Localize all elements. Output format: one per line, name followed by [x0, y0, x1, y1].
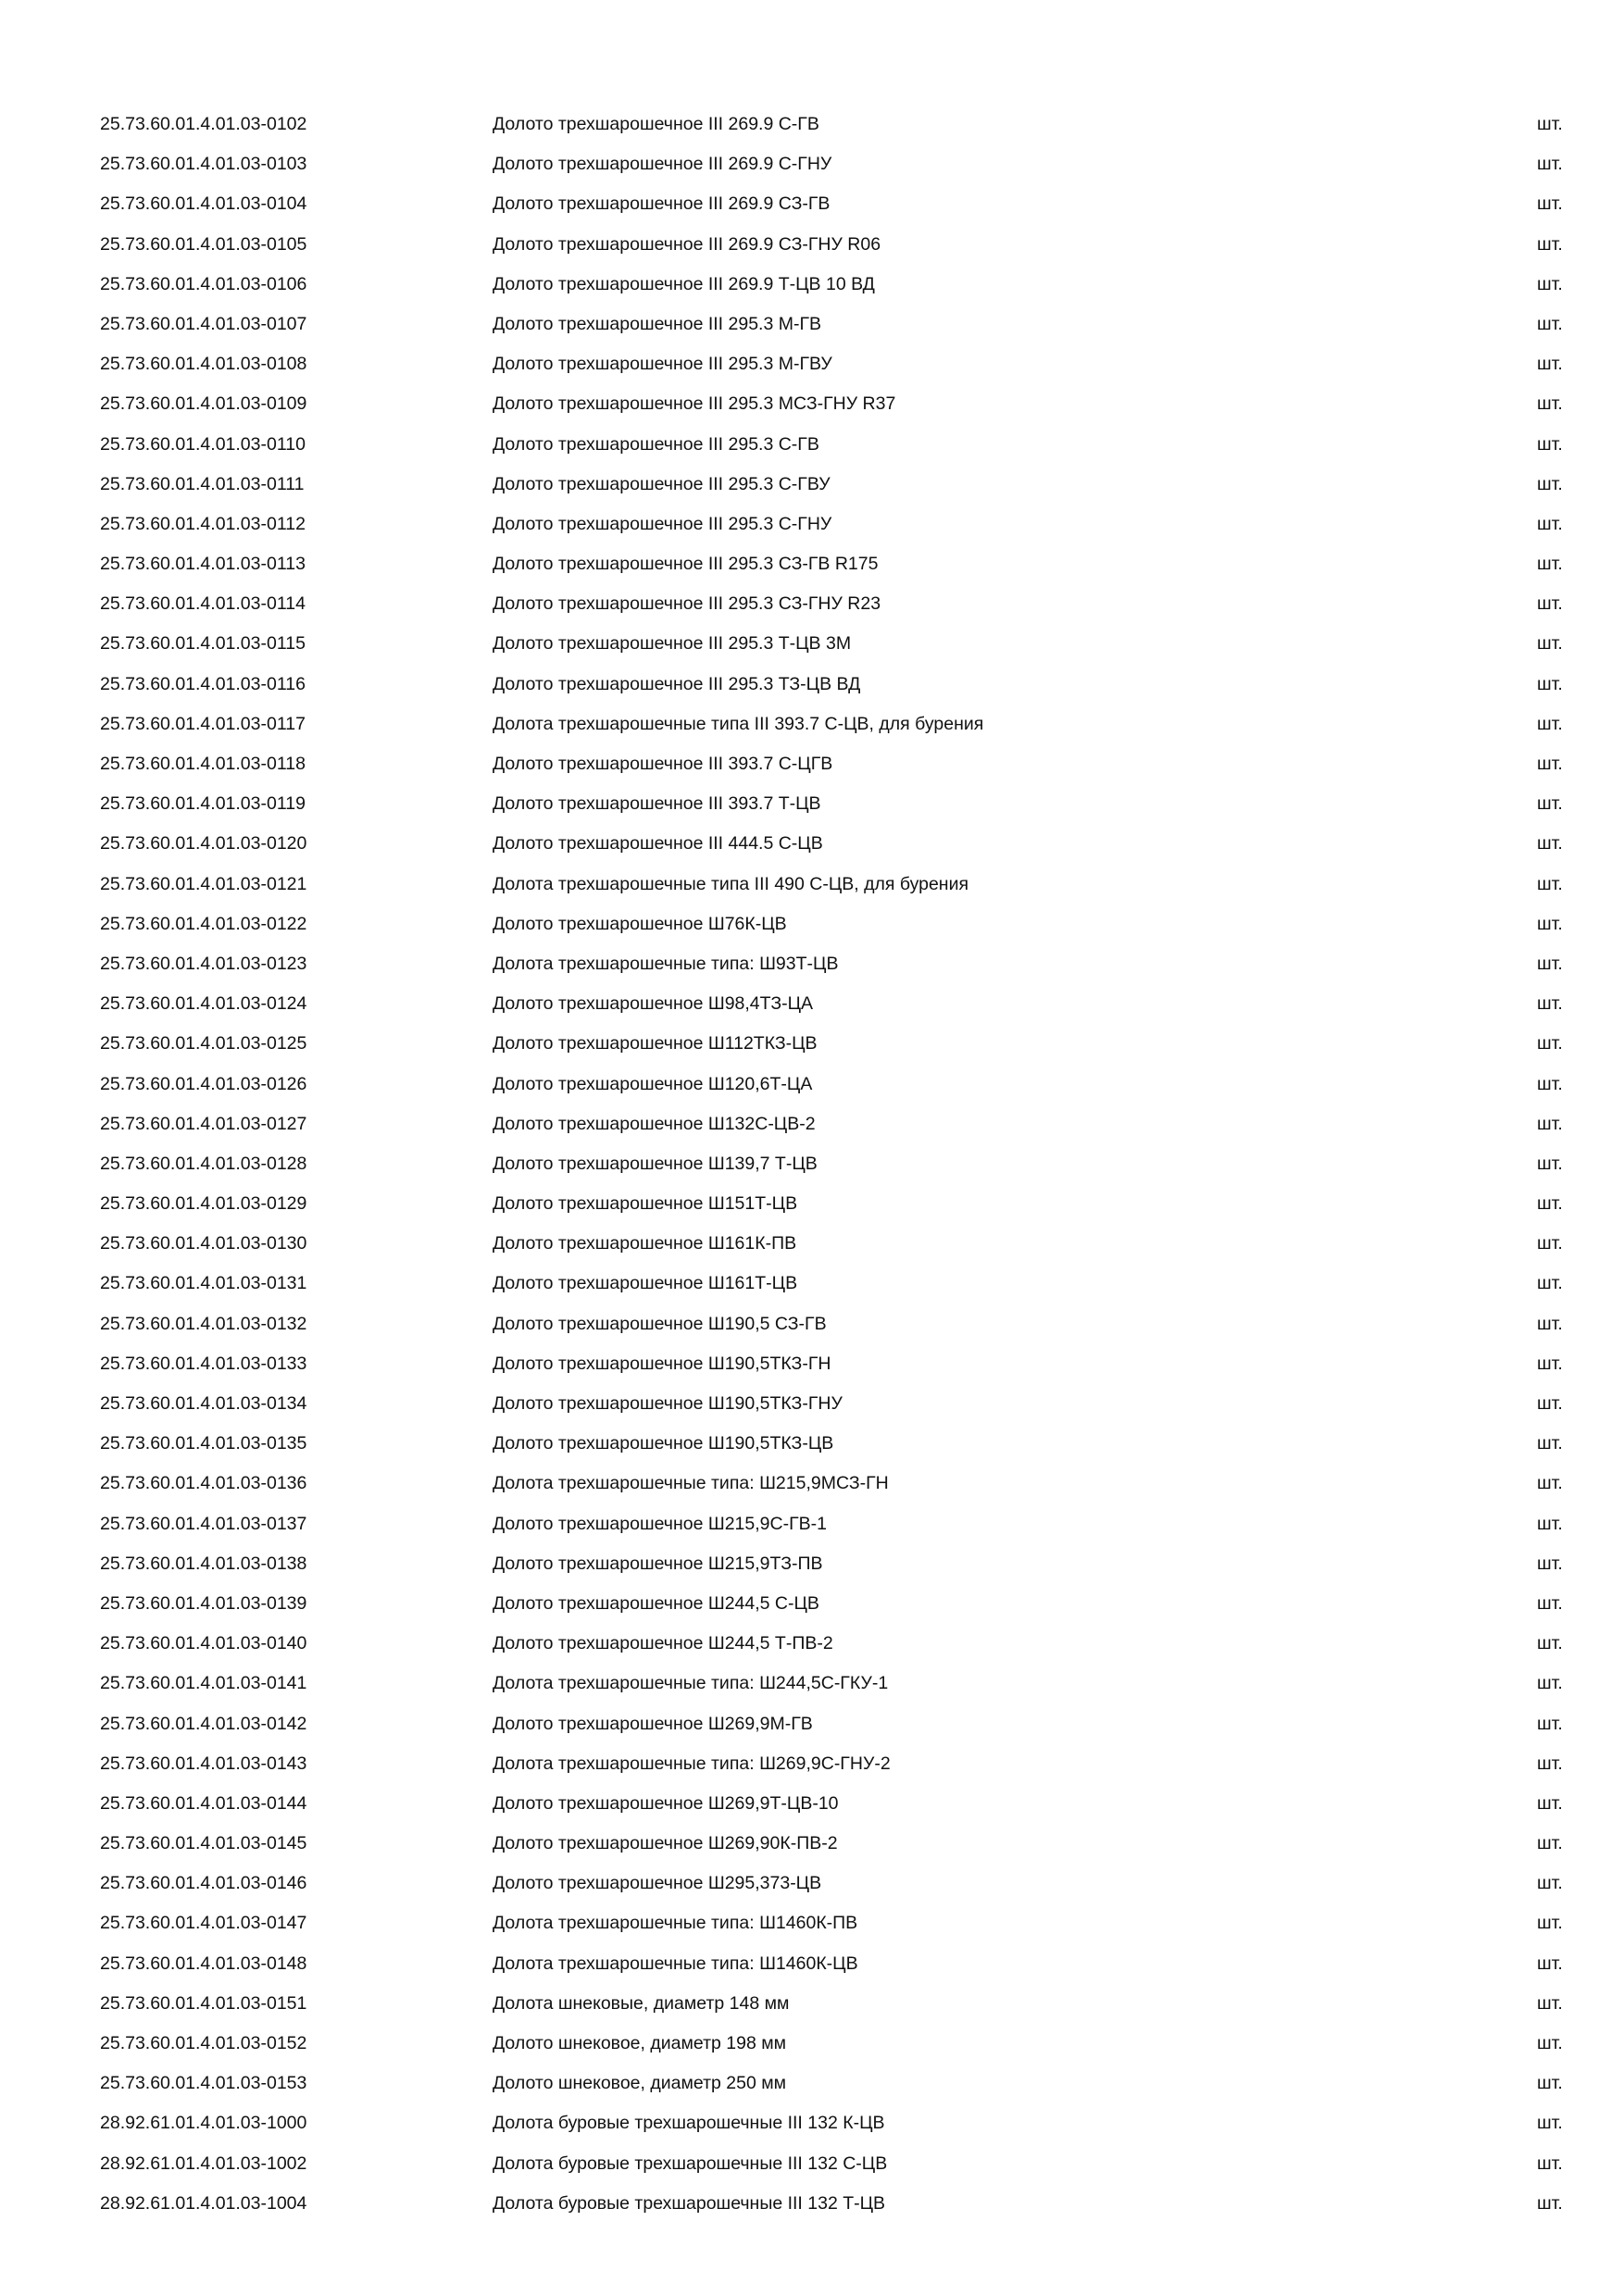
- table-row: [0, 624, 1624, 664]
- table-row: [0, 225, 1624, 265]
- table-row: [0, 584, 1624, 624]
- row-code: 25.73.60.01.4.01.03-0126: [100, 1073, 307, 1094]
- row-code: 25.73.60.01.4.01.03-0141: [100, 1673, 307, 1694]
- row-code: 25.73.60.01.4.01.03-0129: [100, 1193, 307, 1215]
- row-code: 25.73.60.01.4.01.03-0117: [100, 713, 306, 734]
- row-unit: шт.: [1537, 2073, 1563, 2094]
- row-code: 25.73.60.01.4.01.03-0151: [100, 1992, 307, 2014]
- row-unit: шт.: [1537, 953, 1563, 974]
- row-name: Долото шнековое, диаметр 198 мм: [493, 2033, 787, 2053]
- row-code: 25.73.60.01.4.01.03-0125: [100, 1033, 307, 1054]
- row-name: Долото трехшарошечное Ш269,9М-ГВ: [493, 1713, 813, 1734]
- row-unit: шт.: [1537, 713, 1563, 734]
- row-name: Долото трехшарошечное Ш295,373-ЦВ: [493, 1873, 822, 1894]
- table-row: [0, 1664, 1624, 1703]
- row-name: Долота трехшарошечные типа: Ш93Т-ЦВ: [493, 953, 839, 974]
- row-unit: шт.: [1537, 1713, 1563, 1734]
- table-row: [0, 384, 1624, 424]
- row-name: Долото трехшарошечное III 269.9 С-ГНУ: [493, 154, 832, 175]
- row-unit: шт.: [1537, 593, 1563, 615]
- table-row: [0, 1464, 1624, 1504]
- row-unit: шт.: [1537, 2152, 1563, 2174]
- table-row: [0, 1384, 1624, 1424]
- row-code: 25.73.60.01.4.01.03-0142: [100, 1713, 307, 1734]
- row-name: Долота трехшарошечные типа III 490 С-ЦВ, для бурения: [493, 873, 969, 894]
- row-code: 25.73.60.01.4.01.03-0153: [100, 2073, 307, 2094]
- row-unit: шт.: [1537, 754, 1563, 774]
- row-name: Долото трехшарошечное III 295.3 СЗ-ГВ R175: [493, 554, 879, 575]
- row-unit: шт.: [1537, 1273, 1563, 1294]
- row-name: Долото трехшарошечное III 393.7 С-ЦГВ: [493, 754, 833, 774]
- row-code: 25.73.60.01.4.01.03-0102: [100, 114, 307, 134]
- row-code: 25.73.60.01.4.01.03-0127: [100, 1113, 307, 1134]
- row-name: Долото трехшарошечное Ш190,5ТКЗ-ЦВ: [493, 1433, 834, 1454]
- table-row: [0, 1984, 1624, 2024]
- row-code: 25.73.60.01.4.01.03-0105: [100, 233, 307, 255]
- row-unit: шт.: [1537, 1553, 1563, 1574]
- row-unit: шт.: [1537, 793, 1563, 815]
- row-unit: шт.: [1537, 1953, 1563, 1974]
- row-name: Долото трехшарошечное Ш190,5ТКЗ-ГНУ: [493, 1393, 843, 1414]
- row-unit: шт.: [1537, 1473, 1563, 1494]
- row-code: 25.73.60.01.4.01.03-0104: [100, 193, 307, 215]
- row-code: 25.73.60.01.4.01.03-0110: [100, 433, 306, 455]
- row-name: Долото трехшарошечное Ш190,5 СЗ-ГВ: [493, 1313, 827, 1334]
- table-row: [0, 1104, 1624, 1144]
- row-code: 25.73.60.01.4.01.03-0152: [100, 2033, 307, 2053]
- row-unit: шт.: [1537, 1513, 1563, 1534]
- row-code: 25.73.60.01.4.01.03-0137: [100, 1513, 307, 1534]
- row-unit: шт.: [1537, 2033, 1563, 2053]
- row-code: 25.73.60.01.4.01.03-0136: [100, 1473, 307, 1494]
- table-row: [0, 824, 1624, 864]
- row-name: Долото трехшарошечное Ш244,5 Т-ПВ-2: [493, 1633, 833, 1654]
- row-code: 25.73.60.01.4.01.03-0146: [100, 1873, 307, 1894]
- table-row: [0, 1544, 1624, 1584]
- row-unit: шт.: [1537, 1992, 1563, 2014]
- table-row: [0, 1065, 1624, 1104]
- row-code: 25.73.60.01.4.01.03-0108: [100, 354, 307, 375]
- row-name: Долото трехшарошечное III 393.7 Т-ЦВ: [493, 793, 821, 815]
- row-name: Долота трехшарошечные типа: Ш269,9С-ГНУ-2: [493, 1753, 891, 1774]
- row-unit: шт.: [1537, 833, 1563, 855]
- table-row: [0, 265, 1624, 305]
- row-unit: шт.: [1537, 1913, 1563, 1934]
- row-unit: шт.: [1537, 673, 1563, 694]
- row-unit: шт.: [1537, 1153, 1563, 1174]
- row-unit: шт.: [1537, 1393, 1563, 1414]
- row-unit: шт.: [1537, 313, 1563, 334]
- row-name: Долота буровые трехшарошечные III 132 Т-ЦВ: [493, 2192, 886, 2214]
- row-unit: шт.: [1537, 433, 1563, 455]
- row-name: Долото трехшарошечное III 295.3 М-ГВ: [493, 313, 822, 334]
- row-unit: шт.: [1537, 473, 1563, 494]
- row-code: 25.73.60.01.4.01.03-0118: [100, 754, 306, 774]
- row-code: 28.92.61.01.4.01.03-1000: [100, 2113, 307, 2134]
- row-name: Долото трехшарошечное Ш139,7 Т-ЦВ: [493, 1153, 818, 1174]
- row-name: Долота буровые трехшарошечные III 132 С-ЦВ: [493, 2152, 888, 2174]
- row-unit: шт.: [1537, 1433, 1563, 1454]
- row-name: Долота трехшарошечные типа III 393.7 С-ЦВ, для бурения: [493, 713, 984, 734]
- row-unit: шт.: [1537, 2192, 1563, 2214]
- row-name: Долота трехшарошечные типа: Ш1460К-ЦВ: [493, 1953, 858, 1974]
- table-row: [0, 1424, 1624, 1464]
- table-row: [0, 784, 1624, 824]
- table-row: [0, 505, 1624, 544]
- row-code: 25.73.60.01.4.01.03-0140: [100, 1633, 307, 1654]
- row-unit: шт.: [1537, 633, 1563, 655]
- row-name: Долото трехшарошечное III 295.3 С-ГВ: [493, 433, 819, 455]
- table-row: [0, 744, 1624, 784]
- table-row: [0, 1024, 1624, 1064]
- row-name: Долото трехшарошечное III 295.3 МСЗ-ГНУ R37: [493, 393, 896, 415]
- row-code: 25.73.60.01.4.01.03-0131: [100, 1273, 307, 1294]
- row-name: Долото трехшарошечное Ш269,90К-ПВ-2: [493, 1833, 838, 1854]
- row-unit: шт.: [1537, 1073, 1563, 1094]
- row-code: 25.73.60.01.4.01.03-0119: [100, 793, 306, 815]
- row-code: 25.73.60.01.4.01.03-0143: [100, 1753, 307, 1774]
- table-row: [0, 2064, 1624, 2103]
- row-unit: шт.: [1537, 1873, 1563, 1894]
- row-name: Долото трехшарошечное III 295.3 СЗ-ГНУ R23: [493, 593, 881, 615]
- table-row: [0, 544, 1624, 584]
- row-name: Долото трехшарошечное Ш161Т-ЦВ: [493, 1273, 798, 1294]
- row-code: 25.73.60.01.4.01.03-0148: [100, 1953, 307, 1974]
- table-row: [0, 1144, 1624, 1184]
- row-code: 25.73.60.01.4.01.03-0130: [100, 1233, 307, 1254]
- table-row: [0, 1624, 1624, 1664]
- row-unit: шт.: [1537, 354, 1563, 375]
- row-code: 25.73.60.01.4.01.03-0112: [100, 513, 306, 534]
- table-row: [0, 944, 1624, 984]
- table-row: [0, 2144, 1624, 2184]
- table-row: [0, 425, 1624, 465]
- row-code: 25.73.60.01.4.01.03-0122: [100, 913, 307, 934]
- row-name: Долото трехшарошечное III 295.3 С-ГВУ: [493, 473, 831, 494]
- row-unit: шт.: [1537, 1753, 1563, 1774]
- row-unit: шт.: [1537, 1353, 1563, 1374]
- row-name: Долото трехшарошечное III 295.3 С-ГНУ: [493, 513, 832, 534]
- row-code: 25.73.60.01.4.01.03-0113: [100, 554, 306, 575]
- table-row: [0, 984, 1624, 1024]
- row-name: Долото трехшарошечное III 269.9 Т-ЦВ 10 ВД: [493, 273, 875, 294]
- row-unit: шт.: [1537, 154, 1563, 175]
- row-name: Долото трехшарошечное Ш190,5ТКЗ-ГН: [493, 1353, 831, 1374]
- row-name: Долото трехшарошечное Ш161К-ПВ: [493, 1233, 797, 1254]
- row-name: Долото трехшарошечное Ш98,4ТЗ-ЦА: [493, 993, 814, 1015]
- table-row: [0, 105, 1624, 144]
- row-name: Долота буровые трехшарошечные III 132 К-ЦВ: [493, 2113, 885, 2134]
- row-code: 25.73.60.01.4.01.03-0144: [100, 1792, 307, 1814]
- row-code: 25.73.60.01.4.01.03-0115: [100, 633, 306, 655]
- row-unit: шт.: [1537, 554, 1563, 575]
- table-row: [0, 1304, 1624, 1344]
- row-code: 25.73.60.01.4.01.03-0109: [100, 393, 307, 415]
- row-unit: шт.: [1537, 1113, 1563, 1134]
- row-code: 28.92.61.01.4.01.03-1004: [100, 2192, 307, 2214]
- row-unit: шт.: [1537, 193, 1563, 215]
- row-name: Долото трехшарошечное Ш132С-ЦВ-2: [493, 1113, 816, 1134]
- row-name: Долото трехшарошечное Ш120,6Т-ЦА: [493, 1073, 813, 1094]
- table-row: [0, 2184, 1624, 2224]
- row-name: Долото трехшарошечное III 269.9 СЗ-ГВ: [493, 193, 831, 215]
- row-unit: шт.: [1537, 1792, 1563, 1814]
- row-code: 25.73.60.01.4.01.03-0103: [100, 154, 307, 175]
- row-unit: шт.: [1537, 913, 1563, 934]
- table-row: [0, 1784, 1624, 1824]
- row-code: 25.73.60.01.4.01.03-0133: [100, 1353, 307, 1374]
- row-unit: шт.: [1537, 114, 1563, 134]
- row-name: Долото шнековое, диаметр 250 мм: [493, 2073, 787, 2094]
- row-unit: шт.: [1537, 513, 1563, 534]
- row-code: 25.73.60.01.4.01.03-0132: [100, 1313, 307, 1334]
- row-code: 25.73.60.01.4.01.03-0120: [100, 833, 307, 855]
- table-row: [0, 1864, 1624, 1903]
- row-name: Долото трехшарошечное III 295.3 Т-ЦВ 3М: [493, 633, 852, 655]
- table-row: [0, 305, 1624, 344]
- row-name: Долото трехшарошечное III 444.5 С-ЦВ: [493, 833, 823, 855]
- row-name: Долото трехшарошечное Ш76К-ЦВ: [493, 913, 787, 934]
- row-code: 25.73.60.01.4.01.03-0107: [100, 313, 307, 334]
- table-row: [0, 184, 1624, 224]
- row-name: Долота трехшарошечные типа: Ш1460К-ПВ: [493, 1913, 858, 1934]
- row-name: Долота шнековые, диаметр 148 мм: [493, 1992, 790, 2014]
- row-unit: шт.: [1537, 1193, 1563, 1215]
- table-row: [0, 465, 1624, 505]
- row-unit: шт.: [1537, 873, 1563, 894]
- row-unit: шт.: [1537, 1673, 1563, 1694]
- table-row: [0, 705, 1624, 744]
- row-unit: шт.: [1537, 393, 1563, 415]
- table-row: [0, 1944, 1624, 1984]
- table-row: [0, 2024, 1624, 2064]
- row-unit: шт.: [1537, 993, 1563, 1015]
- row-code: 25.73.60.01.4.01.03-0121: [100, 873, 307, 894]
- row-name: Долото трехшарошечное III 269.9 С-ГВ: [493, 114, 819, 134]
- row-name: Долото трехшарошечное Ш112ТКЗ-ЦВ: [493, 1033, 818, 1054]
- row-code: 28.92.61.01.4.01.03-1002: [100, 2152, 307, 2174]
- table-row: [0, 1704, 1624, 1744]
- row-code: 25.73.60.01.4.01.03-0135: [100, 1433, 307, 1454]
- row-name: Долота трехшарошечные типа: Ш244,5С-ГКУ-1: [493, 1673, 889, 1694]
- table-row: [0, 1824, 1624, 1864]
- table-row: [0, 2103, 1624, 2143]
- table-row: [0, 1224, 1624, 1264]
- row-code: 25.73.60.01.4.01.03-0145: [100, 1833, 307, 1854]
- table-row: [0, 1184, 1624, 1224]
- row-code: 25.73.60.01.4.01.03-0134: [100, 1393, 307, 1414]
- table-row: [0, 1264, 1624, 1304]
- row-code: 25.73.60.01.4.01.03-0139: [100, 1592, 307, 1614]
- row-unit: шт.: [1537, 273, 1563, 294]
- row-name: Долото трехшарошечное Ш151Т-ЦВ: [493, 1193, 798, 1215]
- table-row: [0, 144, 1624, 184]
- row-name: Долото трехшарошечное Ш215,9С-ГВ-1: [493, 1513, 827, 1534]
- row-unit: шт.: [1537, 1833, 1563, 1854]
- row-name: Долото трехшарошечное Ш269,9Т-ЦВ-10: [493, 1792, 839, 1814]
- row-name: Долота трехшарошечные типа: Ш215,9МСЗ-ГН: [493, 1473, 889, 1494]
- table-row: [0, 1344, 1624, 1384]
- row-unit: шт.: [1537, 1233, 1563, 1254]
- table-row: [0, 1504, 1624, 1544]
- row-unit: шт.: [1537, 1592, 1563, 1614]
- table-row: [0, 1584, 1624, 1624]
- row-code: 25.73.60.01.4.01.03-0128: [100, 1153, 307, 1174]
- row-name: Долото трехшарошечное III 295.3 ТЗ-ЦВ ВД: [493, 673, 861, 694]
- table-row: [0, 905, 1624, 944]
- row-code: 25.73.60.01.4.01.03-0124: [100, 993, 307, 1015]
- price-list-table: [0, 105, 1624, 2224]
- row-code: 25.73.60.01.4.01.03-0111: [100, 473, 305, 494]
- row-code: 25.73.60.01.4.01.03-0123: [100, 953, 307, 974]
- row-name: Долото трехшарошечное Ш215,9ТЗ-ПВ: [493, 1553, 823, 1574]
- row-code: 25.73.60.01.4.01.03-0106: [100, 273, 307, 294]
- row-code: 25.73.60.01.4.01.03-0116: [100, 673, 306, 694]
- table-row: [0, 1744, 1624, 1784]
- table-row: [0, 665, 1624, 705]
- row-code: 25.73.60.01.4.01.03-0138: [100, 1553, 307, 1574]
- row-unit: шт.: [1537, 1313, 1563, 1334]
- row-unit: шт.: [1537, 2113, 1563, 2134]
- row-name: Долото трехшарошечное Ш244,5 С-ЦВ: [493, 1592, 819, 1614]
- row-name: Долото трехшарошечное III 295.3 М-ГВУ: [493, 354, 832, 375]
- row-code: 25.73.60.01.4.01.03-0114: [100, 593, 306, 615]
- row-unit: шт.: [1537, 1033, 1563, 1054]
- row-unit: шт.: [1537, 233, 1563, 255]
- row-code: 25.73.60.01.4.01.03-0147: [100, 1913, 307, 1934]
- table-row: [0, 865, 1624, 905]
- table-row: [0, 344, 1624, 384]
- row-name: Долото трехшарошечное III 269.9 СЗ-ГНУ R06: [493, 233, 881, 255]
- table-row: [0, 1903, 1624, 1943]
- row-unit: шт.: [1537, 1633, 1563, 1654]
